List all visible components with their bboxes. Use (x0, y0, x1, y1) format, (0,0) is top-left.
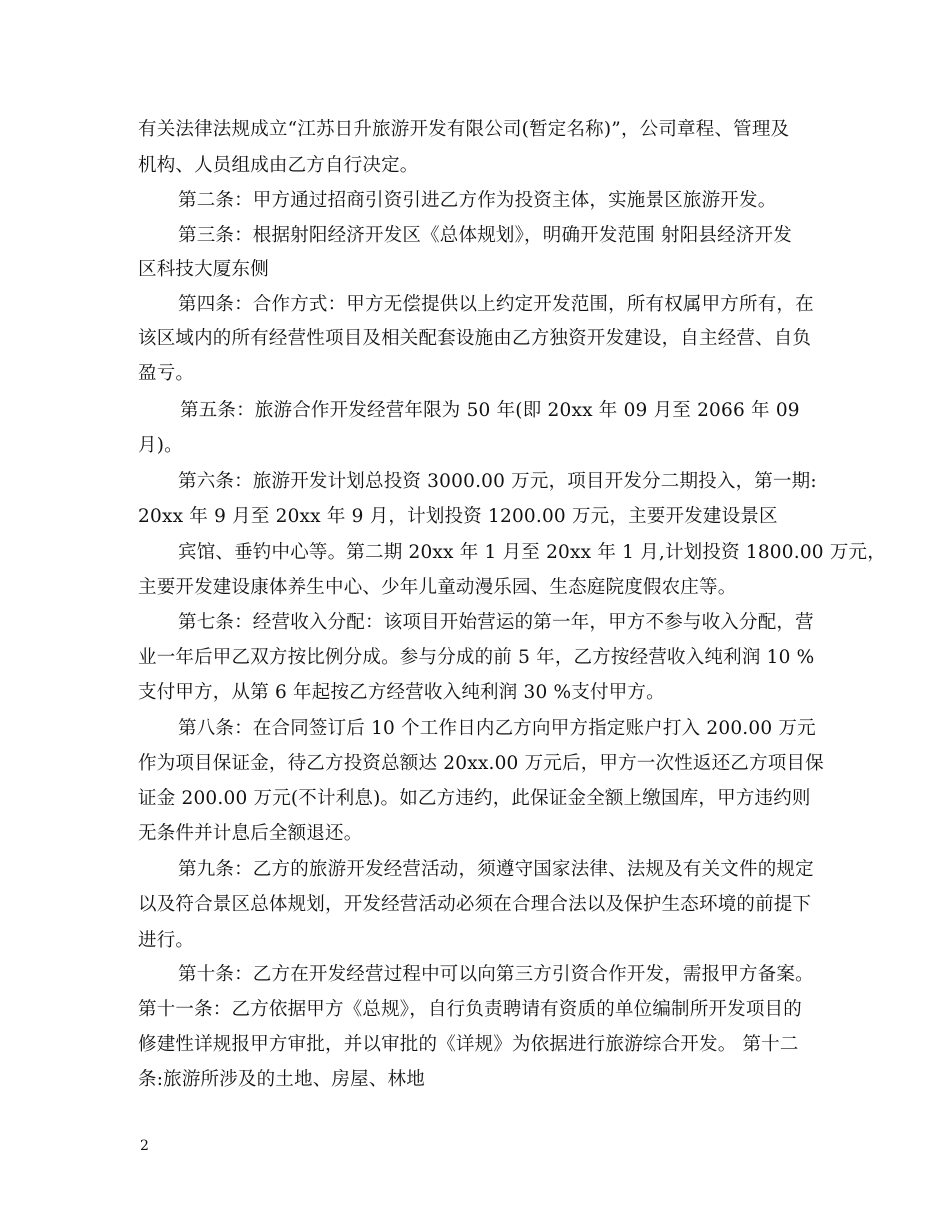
text-line: 第六条：旅游开发计划总投资 3000.00 万元，项目开发分二期投入，第一期: (178, 471, 817, 492)
text-line: 第十一条：乙方依据甲方《总规》，自行负责聘请有资质的单位编制所开发项目的 (138, 999, 802, 1020)
text-line: 第三条：根据射阳经济开发区《总体规划》，明确开发范围 射阳县经济开发 (178, 225, 792, 246)
text-line: 作为项目保证金，待乙方投资总额达 20xx.00 万元后，甲方一次性返还乙方项目保 (138, 753, 824, 774)
text-line: 该区域内的所有经营性项目及相关配套设施由乙方独资开发建设，自主经营、自负 (138, 328, 812, 349)
text-line: 第十条：乙方在开发经营过程中可以向第三方引资合作开发，需报甲方备案。 (178, 964, 814, 985)
text-line: 支付甲方，从第 6 年起按乙方经营收入纯利润 30 %支付甲方。 (138, 682, 665, 703)
text-line: 进行。 (138, 930, 195, 951)
text-line: 第九条：乙方的旅游开发经营活动，须遵守国家法律、法规及有关文件的规定 (178, 859, 814, 880)
page-number: 2 (140, 1138, 149, 1154)
text-line: 区科技大厦东侧 (138, 259, 269, 280)
text-line: 第四条：合作方式：甲方无偿提供以上约定开发范围，所有权属甲方所有，在 (178, 294, 814, 315)
text-line: 机构、人员组成由乙方自行决定。 (138, 155, 419, 176)
text-line: 无条件并计息后全额退还。 (138, 823, 363, 844)
text-line: 盈亏。 (138, 363, 195, 384)
text-line: 证金 200.00 万元(不计利息)。如乙方违约，此保证金全额上缴国库，甲方违约则 (138, 788, 811, 809)
text-line: 业一年后甲乙双方按比例分成。参与分成的前 5 年，乙方按经营收入纯利润 10 % (138, 647, 815, 668)
text-line: 宾馆、垂钓中心等。第二期 20xx 年 1 月至 20xx 年 1 月,计划投资 1800.00 万元， (178, 542, 886, 563)
text-line: 第七条：经营收入分配：该项目开始营运的第一年，甲方不参与收入分配，营 (178, 612, 814, 633)
text-line: 第八条：在合同签订后 10 个工作日内乙方向甲方指定账户打入 200.00 万元 (178, 718, 816, 739)
text-line: 第二条：甲方通过招商引资引进乙方作为投资主体，实施景区旅游开发。 (178, 190, 777, 211)
text-line: 修建性详规报甲方审批，并以审批的《详规》为依据进行旅游综合开发。 第十二 (138, 1034, 799, 1055)
text-line: 主要开发建设康体养生中心、少年儿童动漫乐园、生态庭院度假农庄等。 (138, 577, 737, 598)
text-line: 20xx 年 9 月至 20xx 年 9 月，计划投资 1200.00 万元，主要开发建设景区 (138, 506, 778, 527)
text-line: 有关法律法规成立“江苏日升旅游开发有限公司(暂定名称)”，公司章程、管理及 (138, 119, 790, 140)
text-line: 第五条：旅游合作开发经营年限为 50 年(即 20xx 年 09 月至 2066 年 09 (180, 400, 800, 421)
text-line: 以及符合景区总体规划，开发经营活动必须在合理合法以及保护生态环境的前提下 (138, 894, 812, 915)
text-line: 条:旅游所涉及的土地、房屋、林地 (138, 1069, 425, 1090)
text-line: 月)。 (138, 435, 183, 456)
